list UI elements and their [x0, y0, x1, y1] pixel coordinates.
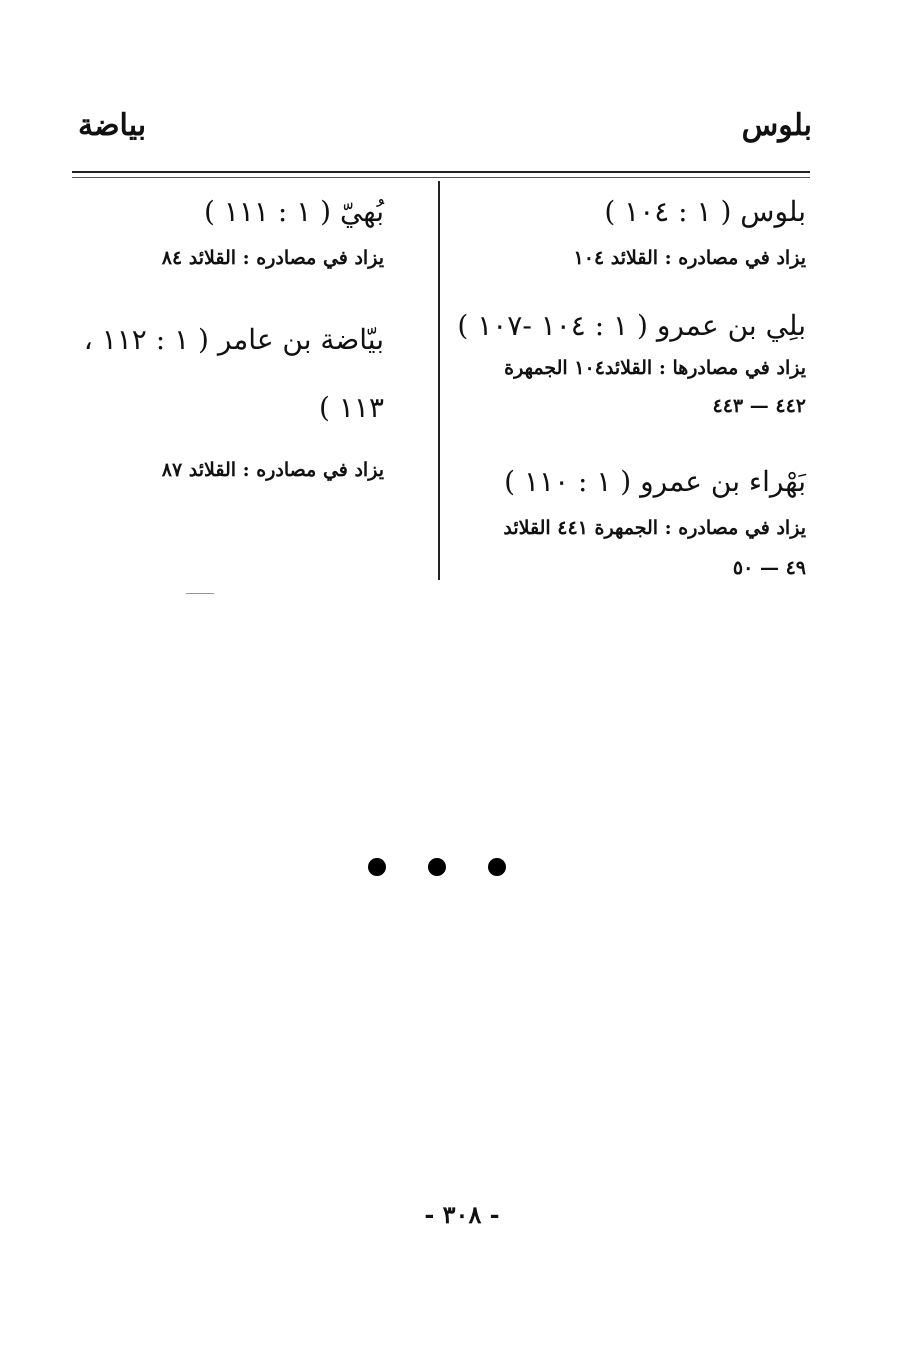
- entry-note: يزاد في مصادره : القلائد ١٠٤: [573, 247, 806, 269]
- entry-headword: بَهْراء بن عمرو ( ١ : ١١٠ ): [504, 465, 806, 498]
- entry-note-continuation: ٤٩ — ٥٠: [732, 557, 806, 579]
- entry-note: يزاد في مصادره : الجمهرة ٤٤١ القلائد: [503, 517, 806, 539]
- entry-headword: بلوس ( ١ : ١٠٤ ): [604, 195, 806, 228]
- ornament-dot: [368, 858, 386, 876]
- header-rule-thin: [72, 177, 810, 178]
- entry-note: يزاد في مصادره : القلائد ٨٧: [161, 459, 384, 481]
- entry-note: يزاد في مصادره : القلائد ٨٤: [161, 247, 384, 269]
- running-head-left: بياضة: [78, 108, 147, 143]
- entry-bali-ibn-amr: [457, 300, 806, 432]
- entry-balus: [476, 186, 806, 284]
- header-rule-thick: [72, 171, 810, 173]
- entry-headword: بيّاضة بن عامر ( ١ : ١١٢ ،: [83, 323, 384, 356]
- column-divider: [438, 181, 440, 580]
- entry-note-continuation: ٤٤٢ — ٤٤٣: [712, 395, 806, 417]
- ornament-dot: [488, 858, 506, 876]
- entry-headword: بُهيّ ( ١ : ١١١ ): [204, 195, 384, 228]
- running-head-right: بلوس: [741, 108, 812, 143]
- page-number: - ٣٠٨ -: [424, 1200, 500, 1229]
- ornament-dot: [428, 858, 446, 876]
- entry-headword: بلِي بن عمرو ( ١ : ١٠٤ -١٠٧ ): [457, 309, 806, 342]
- section-end-ornament: [368, 858, 518, 880]
- entry-headword-continuation: ١١٣ ): [319, 391, 384, 424]
- entry-bahra-ibn-amr: [476, 456, 806, 594]
- entry-note: يزاد في مصادرها : القلائد١٠٤ الجمهرة: [504, 357, 806, 379]
- entry-buhayy: [54, 186, 384, 284]
- short-rule: [186, 593, 214, 594]
- entry-bayyada-ibn-amir: [54, 314, 384, 496]
